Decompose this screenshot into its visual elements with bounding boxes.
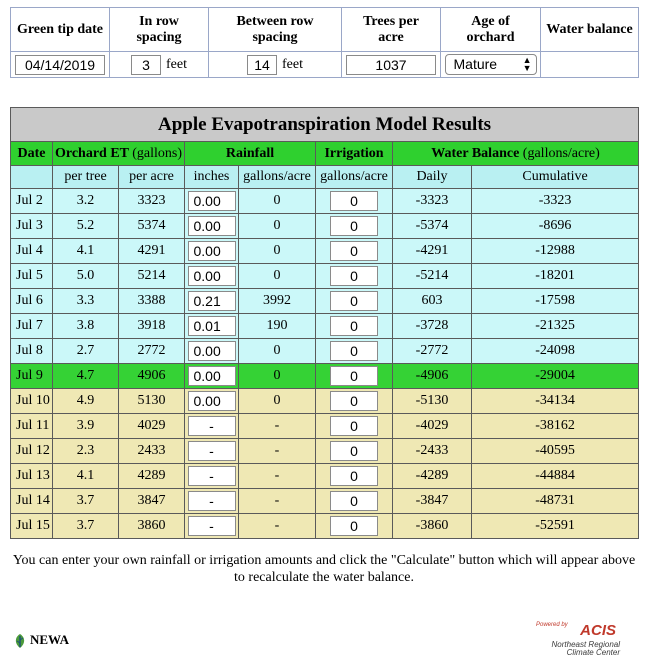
- et-per-acre-cell: 5214: [119, 264, 185, 289]
- et-per-tree-cell: 2.3: [53, 439, 119, 464]
- rain-gallons-cell: 0: [239, 364, 316, 389]
- cumulative-balance-cell: -18201: [472, 264, 639, 289]
- date-cell: Jul 6: [11, 289, 53, 314]
- cumulative-balance-cell: -48731: [472, 489, 639, 514]
- cumulative-balance-cell: -21325: [472, 314, 639, 339]
- rain-inches-cell: [185, 514, 239, 539]
- daily-balance-cell: -4289: [393, 464, 472, 489]
- table-row: [11, 464, 639, 489]
- in-row-spacing-unit: feet: [166, 56, 187, 72]
- daily-balance-cell: -3860: [393, 514, 472, 539]
- table-row: [11, 339, 639, 364]
- cumulative-balance-cell: -24098: [472, 339, 639, 364]
- orchard-age-cell: [441, 52, 541, 78]
- date-cell: Jul 12: [11, 439, 53, 464]
- in-row-spacing-header: In row spacing: [110, 8, 209, 52]
- cumulative-balance-cell: -17598: [472, 289, 639, 314]
- rain-inches-input[interactable]: -: [188, 516, 236, 536]
- cumulative-balance-cell: -52591: [472, 514, 639, 539]
- irrigation-input[interactable]: 0: [330, 291, 378, 311]
- between-row-spacing-cell: [209, 52, 342, 78]
- irrigation-cell: [316, 189, 393, 214]
- rain-inches-input[interactable]: 0.00: [188, 266, 236, 286]
- rain-inches-cell: [185, 364, 239, 389]
- results-table: [10, 107, 639, 539]
- cumulative-balance-cell: -44884: [472, 464, 639, 489]
- irrigation-cell: [316, 364, 393, 389]
- rain-inches-cell: [185, 389, 239, 414]
- cumulative-balance-cell: -3323: [472, 189, 639, 214]
- rain-inches-input[interactable]: 0.00: [188, 216, 236, 236]
- et-per-tree-cell: 5.2: [53, 214, 119, 239]
- et-per-acre-cell: 4291: [119, 239, 185, 264]
- trees-per-acre-header: Trees per acre: [342, 8, 441, 52]
- trees-per-acre-input[interactable]: 1037: [346, 55, 436, 75]
- per-tree-subheader: per tree: [53, 166, 119, 189]
- date-cell: Jul 14: [11, 489, 53, 514]
- date-cell: Jul 3: [11, 214, 53, 239]
- rain-gallons-cell: -: [239, 439, 316, 464]
- irrigation-input[interactable]: 0: [330, 491, 378, 511]
- cumulative-balance-cell: -40595: [472, 439, 639, 464]
- rain-inches-cell: [185, 439, 239, 464]
- newa-leaf-icon: [12, 633, 28, 649]
- rain-inches-input[interactable]: 0.00: [188, 341, 236, 361]
- table-row: [11, 189, 639, 214]
- et-per-acre-cell: 2772: [119, 339, 185, 364]
- rain-inches-input[interactable]: 0.21: [188, 291, 236, 311]
- daily-balance-cell: -2772: [393, 339, 472, 364]
- irrigation-input[interactable]: 0: [330, 266, 378, 286]
- rain-gallons-cell: 0: [239, 339, 316, 364]
- et-per-acre-cell: 2433: [119, 439, 185, 464]
- water-balance-results-header: [393, 142, 639, 166]
- rain-inches-cell: [185, 314, 239, 339]
- irrigation-cell: [316, 264, 393, 289]
- table-row: [11, 389, 639, 414]
- rain-inches-input[interactable]: -: [188, 416, 236, 436]
- rain-inches-cell: [185, 214, 239, 239]
- date-cell: Jul 11: [11, 414, 53, 439]
- et-per-tree-cell: 3.7: [53, 514, 119, 539]
- daily-balance-cell: -3323: [393, 189, 472, 214]
- irrigation-gallons-subheader: gallons/acre: [316, 166, 393, 189]
- irrigation-cell: [316, 439, 393, 464]
- between-row-spacing-unit: feet: [282, 56, 303, 72]
- table-row: [11, 514, 639, 539]
- green-tip-date-input[interactable]: 04/14/2019: [15, 55, 105, 75]
- irrigation-input[interactable]: 0: [330, 191, 378, 211]
- rain-inches-input[interactable]: -: [188, 491, 236, 511]
- et-per-tree-cell: 3.7: [53, 489, 119, 514]
- date-cell: Jul 10: [11, 389, 53, 414]
- rain-inches-cell: [185, 339, 239, 364]
- date-cell: Jul 2: [11, 189, 53, 214]
- orchard-age-header: Age of orchard: [441, 8, 541, 52]
- irrigation-cell: [316, 489, 393, 514]
- per-acre-subheader: per acre: [119, 166, 185, 189]
- irrigation-cell: [316, 239, 393, 264]
- et-per-tree-cell: 3.3: [53, 289, 119, 314]
- table-row: [11, 439, 639, 464]
- et-per-acre-cell: 3860: [119, 514, 185, 539]
- rain-gallons-subheader: gallons/acre: [239, 166, 316, 189]
- irrigation-input[interactable]: 0: [330, 341, 378, 361]
- acis-line-2: Climate Center: [566, 648, 620, 657]
- water-balance-cell: [541, 52, 639, 78]
- daily-balance-cell: 603: [393, 289, 472, 314]
- daily-balance-cell: -5214: [393, 264, 472, 289]
- orchard-age-value: Mature: [453, 56, 498, 72]
- results-rows: [11, 189, 639, 539]
- irrigation-input[interactable]: 0: [330, 466, 378, 486]
- rain-inches-input[interactable]: -: [188, 466, 236, 486]
- et-per-acre-cell: 4029: [119, 414, 185, 439]
- date-subheader-blank: [11, 166, 53, 189]
- water-balance-label: Water Balance: [431, 145, 520, 161]
- irrigation-cell: [316, 289, 393, 314]
- date-cell: Jul 7: [11, 314, 53, 339]
- et-per-acre-cell: 3918: [119, 314, 185, 339]
- irrigation-cell: [316, 314, 393, 339]
- cumulative-balance-cell: -29004: [472, 364, 639, 389]
- rain-inches-input[interactable]: -: [188, 441, 236, 461]
- table-row: [11, 414, 639, 439]
- rain-inches-cell: [185, 264, 239, 289]
- cumulative-balance-cell: -38162: [472, 414, 639, 439]
- et-per-tree-cell: 3.9: [53, 414, 119, 439]
- rain-gallons-cell: 0: [239, 389, 316, 414]
- rain-gallons-cell: 0: [239, 189, 316, 214]
- daily-balance-cell: -4029: [393, 414, 472, 439]
- rain-gallons-cell: 0: [239, 239, 316, 264]
- irrigation-input[interactable]: 0: [330, 241, 378, 261]
- et-per-tree-cell: 4.1: [53, 239, 119, 264]
- acis-name: ACIS: [580, 622, 616, 639]
- daily-balance-cell: -4291: [393, 239, 472, 264]
- trees-per-acre-cell: [342, 52, 441, 78]
- date-cell: Jul 9: [11, 364, 53, 389]
- rain-gallons-cell: -: [239, 414, 316, 439]
- irrigation-header: Irrigation: [316, 142, 393, 166]
- daily-balance-cell: -3728: [393, 314, 472, 339]
- et-per-tree-cell: 3.2: [53, 189, 119, 214]
- irrigation-cell: [316, 389, 393, 414]
- irrigation-input[interactable]: 0: [330, 416, 378, 436]
- green-tip-date-header: Green tip date: [11, 8, 110, 52]
- et-per-tree-cell: 4.1: [53, 464, 119, 489]
- et-per-acre-cell: 4289: [119, 464, 185, 489]
- rain-inches-input[interactable]: 0.00: [188, 191, 236, 211]
- et-per-tree-cell: 3.8: [53, 314, 119, 339]
- rain-inches-cell: [185, 189, 239, 214]
- rain-inches-input[interactable]: 0.00: [188, 366, 236, 386]
- irrigation-input[interactable]: 0: [330, 216, 378, 236]
- between-row-spacing-header: Between row spacing: [209, 8, 342, 52]
- table-row: [11, 289, 639, 314]
- et-per-tree-cell: 2.7: [53, 339, 119, 364]
- between-row-spacing-input[interactable]: 14: [247, 55, 277, 75]
- rain-inches-cell: [185, 489, 239, 514]
- rain-gallons-cell: -: [239, 489, 316, 514]
- newa-logo-text: NEWA: [30, 632, 70, 647]
- newa-logo[interactable]: [12, 630, 69, 650]
- orchard-age-select[interactable]: [445, 54, 537, 75]
- irrigation-input[interactable]: 0: [330, 316, 378, 336]
- orchard-et-header: [53, 142, 185, 166]
- water-balance-header: Water balance: [541, 8, 639, 52]
- date-cell: Jul 4: [11, 239, 53, 264]
- acis-powered-by: Powered by: [536, 622, 568, 628]
- rain-inches-input[interactable]: 0.01: [188, 316, 236, 336]
- irrigation-cell: [316, 514, 393, 539]
- daily-balance-cell: -2433: [393, 439, 472, 464]
- daily-subheader: Daily: [393, 166, 472, 189]
- rain-gallons-cell: -: [239, 464, 316, 489]
- irrigation-input[interactable]: 0: [330, 366, 378, 386]
- rain-inches-input[interactable]: 0.00: [188, 391, 236, 411]
- daily-balance-cell: -4906: [393, 364, 472, 389]
- green-tip-date-cell: [11, 52, 110, 78]
- cumulative-balance-cell: -34134: [472, 389, 639, 414]
- orchard-et-unit: (gallons): [132, 145, 183, 161]
- table-row: [11, 214, 639, 239]
- acis-logo[interactable]: [530, 620, 630, 656]
- et-per-tree-cell: 5.0: [53, 264, 119, 289]
- et-per-acre-cell: 5374: [119, 214, 185, 239]
- date-cell: Jul 15: [11, 514, 53, 539]
- daily-balance-cell: -5130: [393, 389, 472, 414]
- rain-inches-cell: [185, 464, 239, 489]
- irrigation-cell: [316, 214, 393, 239]
- rainfall-header: Rainfall: [185, 142, 316, 166]
- rain-inches-cell: [185, 289, 239, 314]
- date-cell: Jul 8: [11, 339, 53, 364]
- date-cell: Jul 5: [11, 264, 53, 289]
- et-per-tree-cell: 4.9: [53, 389, 119, 414]
- daily-balance-cell: -5374: [393, 214, 472, 239]
- date-cell: Jul 13: [11, 464, 53, 489]
- rain-gallons-cell: 0: [239, 264, 316, 289]
- daily-balance-cell: -3847: [393, 489, 472, 514]
- cumulative-subheader: Cumulative: [472, 166, 639, 189]
- table-row: [11, 364, 639, 389]
- irrigation-input[interactable]: 0: [330, 441, 378, 461]
- et-per-acre-cell: 3388: [119, 289, 185, 314]
- et-per-acre-cell: 3847: [119, 489, 185, 514]
- et-per-acre-cell: 3323: [119, 189, 185, 214]
- rain-inches-cell: [185, 239, 239, 264]
- instructions-note: You can enter your own rainfall or irrigation amounts and click the "Calculate" button which will appear above to recalculate the water balance.: [12, 553, 636, 585]
- irrigation-cell: [316, 414, 393, 439]
- cumulative-balance-cell: -8696: [472, 214, 639, 239]
- et-per-tree-cell: 4.7: [53, 364, 119, 389]
- model-inputs-table: [10, 7, 639, 78]
- irrigation-input[interactable]: 0: [330, 516, 378, 536]
- results-title: Apple Evapotranspiration Model Results: [11, 108, 639, 142]
- rain-gallons-cell: 190: [239, 314, 316, 339]
- select-arrows-icon: ▲ ▼: [522, 55, 532, 73]
- table-row: [11, 239, 639, 264]
- et-per-acre-cell: 5130: [119, 389, 185, 414]
- table-row: [11, 489, 639, 514]
- rain-inches-input[interactable]: 0.00: [188, 241, 236, 261]
- rain-gallons-cell: 3992: [239, 289, 316, 314]
- irrigation-cell: [316, 464, 393, 489]
- acis-line-1: Northeast Regional: [551, 640, 620, 649]
- cumulative-balance-cell: -12988: [472, 239, 639, 264]
- irrigation-input[interactable]: 0: [330, 391, 378, 411]
- table-row: [11, 314, 639, 339]
- inches-subheader: inches: [185, 166, 239, 189]
- in-row-spacing-input[interactable]: 3: [131, 55, 161, 75]
- et-per-acre-cell: 4906: [119, 364, 185, 389]
- rain-gallons-cell: -: [239, 514, 316, 539]
- in-row-spacing-cell: [110, 52, 209, 78]
- table-row: [11, 264, 639, 289]
- orchard-et-label: Orchard ET: [54, 145, 129, 161]
- irrigation-cell: [316, 339, 393, 364]
- rain-gallons-cell: 0: [239, 214, 316, 239]
- date-header: Date: [11, 142, 53, 166]
- water-balance-unit: (gallons/acre): [522, 145, 600, 161]
- rain-inches-cell: [185, 414, 239, 439]
